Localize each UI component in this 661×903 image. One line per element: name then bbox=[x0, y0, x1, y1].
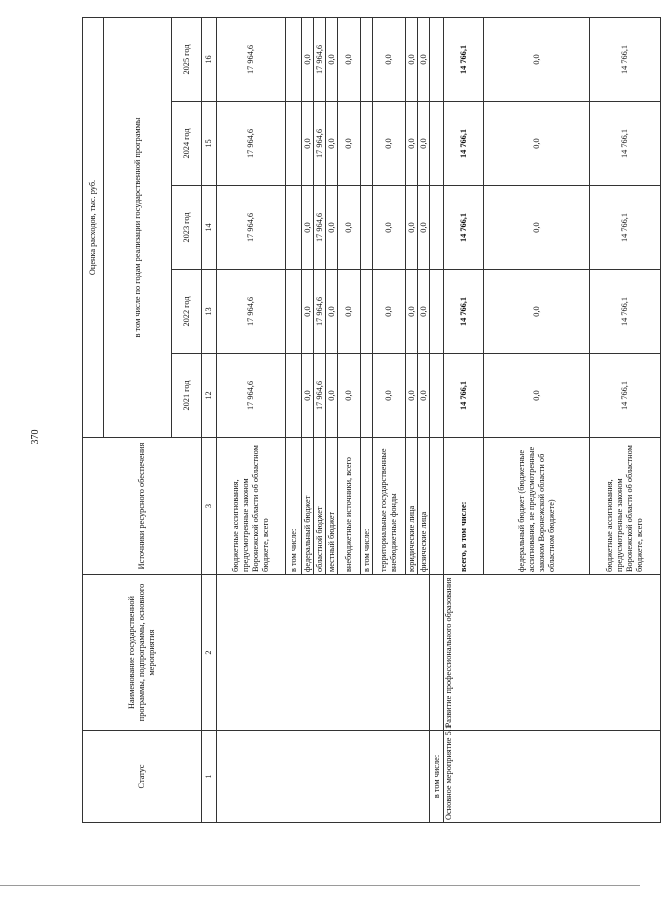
value-cell: 0,0 bbox=[326, 270, 338, 354]
value-cell: 14 766,1 bbox=[590, 186, 661, 270]
table-row bbox=[217, 17, 286, 822]
value-cell: 14 766,1 bbox=[590, 17, 661, 101]
value-cell: 14 766,1 bbox=[444, 270, 484, 354]
col-number: 1 bbox=[202, 731, 217, 823]
value-cell: 0,0 bbox=[406, 270, 418, 354]
value-cell: 0,0 bbox=[326, 354, 338, 438]
header-year: 2023 год bbox=[172, 186, 202, 270]
source-cell: внебюджетные источники, всего bbox=[338, 438, 361, 575]
value-cell: 14 766,1 bbox=[444, 354, 484, 438]
value-cell: 0,0 bbox=[302, 354, 314, 438]
value-cell: 17 964,6 bbox=[314, 102, 326, 186]
header-including-by-years: в том числе по годам реализации государственной программы bbox=[104, 17, 172, 437]
empty-cell bbox=[430, 575, 444, 731]
value-cell: 0,0 bbox=[406, 102, 418, 186]
col-number: 12 bbox=[202, 354, 217, 438]
source-cell: территориальные государственные внебюджетные фонды bbox=[373, 438, 406, 575]
source-cell: федеральный бюджет (бюджетные ассигнования, не предусмотренные законом Воронежской области об областном бюджете) bbox=[484, 438, 590, 575]
value-cell: 17 964,6 bbox=[314, 354, 326, 438]
source-cell: юридические лица bbox=[406, 438, 418, 575]
empty-cell bbox=[430, 438, 444, 575]
value-cell: 14 766,1 bbox=[590, 102, 661, 186]
col-number: 13 bbox=[202, 270, 217, 354]
name-cell-empty bbox=[217, 575, 430, 731]
col-number: 15 bbox=[202, 102, 217, 186]
col-number: 3 bbox=[202, 438, 217, 575]
budget-table bbox=[82, 17, 661, 823]
value-cell: 17 964,6 bbox=[314, 270, 326, 354]
empty-cell bbox=[430, 186, 444, 270]
value-cell: 0,0 bbox=[326, 186, 338, 270]
budget-table-rotated bbox=[82, 18, 644, 823]
value-cell: 17 964,6 bbox=[217, 102, 286, 186]
value-cell bbox=[286, 17, 302, 101]
source-cell: всего, в том числе: bbox=[444, 438, 484, 575]
status-cell-empty bbox=[217, 731, 430, 823]
header-row-col-numbers bbox=[202, 17, 217, 822]
value-cell: 0,0 bbox=[484, 186, 590, 270]
value-cell: 0,0 bbox=[406, 17, 418, 101]
value-cell: 14 766,1 bbox=[590, 270, 661, 354]
value-cell: 0,0 bbox=[484, 270, 590, 354]
value-cell: 17 964,6 bbox=[314, 17, 326, 101]
col-number: 16 bbox=[202, 17, 217, 101]
value-cell bbox=[361, 17, 373, 101]
value-cell: 0,0 bbox=[373, 186, 406, 270]
value-cell: 17 964,6 bbox=[217, 186, 286, 270]
value-cell: 0,0 bbox=[373, 354, 406, 438]
value-cell: 0,0 bbox=[406, 186, 418, 270]
status-cell: Основное мероприятие 5.1 bbox=[444, 731, 661, 823]
value-cell: 14 766,1 bbox=[444, 102, 484, 186]
value-cell: 0,0 bbox=[338, 354, 361, 438]
value-cell: 0,0 bbox=[418, 270, 430, 354]
source-cell: физические лица bbox=[418, 438, 430, 575]
header-status: Статус bbox=[83, 731, 202, 823]
source-cell: местный бюджет bbox=[326, 438, 338, 575]
value-cell bbox=[286, 270, 302, 354]
value-cell: 17 964,6 bbox=[217, 17, 286, 101]
source-cell: бюджетные ассигнования, предусмотренные законом Воронежской области об областном бюджете, всего bbox=[217, 438, 286, 575]
header-year: 2025 год bbox=[172, 17, 202, 101]
including-label: в том числе: bbox=[430, 731, 444, 823]
header-name: Наименование государственной программы, подпрограммы, основного мероприятия bbox=[83, 575, 202, 731]
value-cell: 0,0 bbox=[302, 270, 314, 354]
value-cell bbox=[361, 102, 373, 186]
value-cell: 0,0 bbox=[302, 102, 314, 186]
value-cell: 0,0 bbox=[418, 17, 430, 101]
value-cell bbox=[286, 102, 302, 186]
header-year: 2024 год bbox=[172, 102, 202, 186]
source-cell: бюджетные ассигнования, предусмотренные законом Воронежской области об областном бюджете, всего bbox=[590, 438, 661, 575]
source-cell: в том числе: bbox=[286, 438, 302, 575]
value-cell bbox=[361, 270, 373, 354]
name-cell: Развитие профессионального образования bbox=[444, 575, 661, 731]
value-cell: 17 964,6 bbox=[314, 186, 326, 270]
value-cell: 14 766,1 bbox=[444, 186, 484, 270]
including-row bbox=[430, 17, 444, 822]
value-cell: 0,0 bbox=[418, 102, 430, 186]
value-cell bbox=[361, 186, 373, 270]
value-cell: 0,0 bbox=[338, 102, 361, 186]
value-cell: 14 766,1 bbox=[444, 17, 484, 101]
page-number: 370 bbox=[30, 429, 41, 445]
value-cell: 0,0 bbox=[484, 17, 590, 101]
value-cell: 0,0 bbox=[326, 102, 338, 186]
bottom-edge-line bbox=[0, 885, 640, 886]
empty-cell bbox=[430, 354, 444, 438]
value-cell: 0,0 bbox=[338, 270, 361, 354]
value-cell: 0,0 bbox=[484, 102, 590, 186]
empty-cell bbox=[430, 17, 444, 101]
col-number: 14 bbox=[202, 186, 217, 270]
source-cell: федеральный бюджет bbox=[302, 438, 314, 575]
value-cell: 0,0 bbox=[373, 102, 406, 186]
source-cell: областной бюджет bbox=[314, 438, 326, 575]
value-cell: 0,0 bbox=[338, 186, 361, 270]
header-row-estimate bbox=[83, 17, 104, 822]
value-cell: 14 766,1 bbox=[590, 354, 661, 438]
source-cell: в том числе: bbox=[361, 438, 373, 575]
value-cell: 0,0 bbox=[302, 186, 314, 270]
value-cell: 0,0 bbox=[418, 186, 430, 270]
col-number: 2 bbox=[202, 575, 217, 731]
header-estimate: Оценка расходов, тыс. руб. bbox=[83, 17, 104, 437]
empty-cell bbox=[430, 270, 444, 354]
header-year: 2021 год bbox=[172, 354, 202, 438]
header-source: Источники ресурсного обеспечения bbox=[83, 438, 202, 575]
value-cell: 0,0 bbox=[373, 270, 406, 354]
value-cell bbox=[286, 186, 302, 270]
value-cell: 0,0 bbox=[406, 354, 418, 438]
value-cell bbox=[286, 354, 302, 438]
value-cell: 0,0 bbox=[338, 17, 361, 101]
header-year: 2022 год bbox=[172, 270, 202, 354]
value-cell: 0,0 bbox=[418, 354, 430, 438]
value-cell bbox=[361, 354, 373, 438]
value-cell: 17 964,6 bbox=[217, 354, 286, 438]
value-cell: 0,0 bbox=[373, 17, 406, 101]
value-cell: 0,0 bbox=[302, 17, 314, 101]
value-cell: 0,0 bbox=[484, 354, 590, 438]
value-cell: 17 964,6 bbox=[217, 270, 286, 354]
table-row bbox=[444, 17, 484, 822]
value-cell: 0,0 bbox=[326, 17, 338, 101]
empty-cell bbox=[430, 102, 444, 186]
